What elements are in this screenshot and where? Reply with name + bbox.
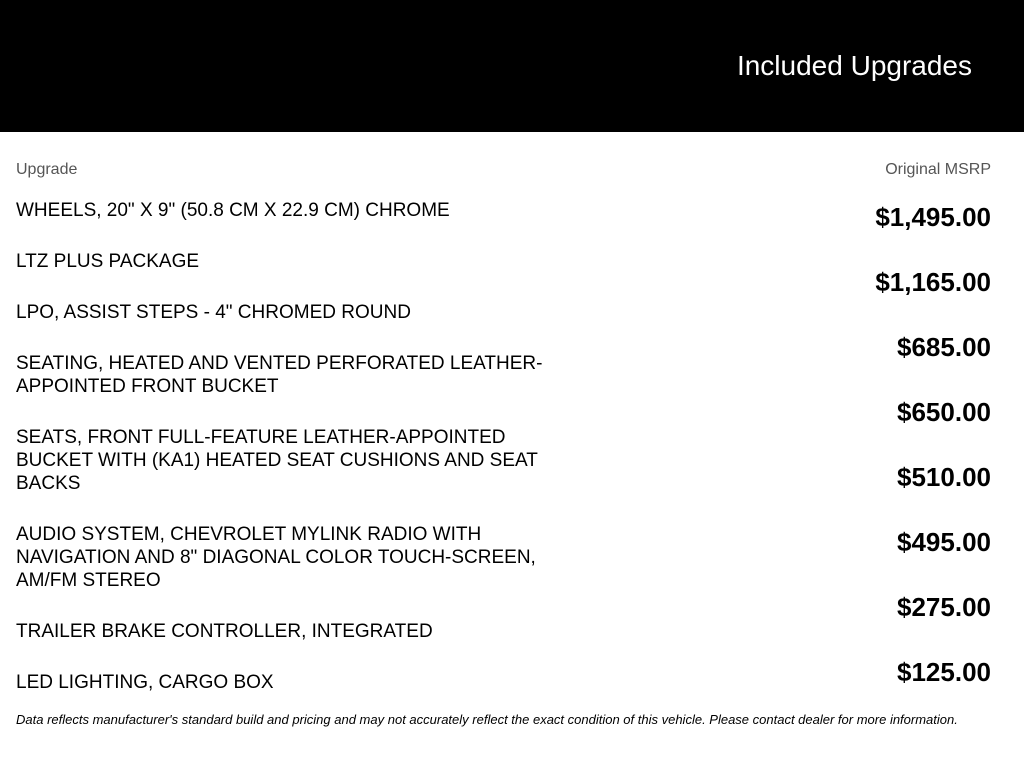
msrp-price: $495.00 [897,527,991,557]
msrp-price: $510.00 [897,462,991,492]
upgrade-item: LED LIGHTING, CARGO BOX [16,672,274,693]
upgrade-item: LPO, ASSIST STEPS - 4" CHROMED ROUND [16,302,411,323]
upgrade-item: SEATING, HEATED AND VENTED PERFORATED LEATHER-APPOINTED FRONT BUCKET [16,353,543,397]
msrp-price: $125.00 [897,657,991,687]
upgrade-item: AUDIO SYSTEM, CHEVROLET MYLINK RADIO WITH NAVIGATION AND 8" DIAGONAL COLOR TOUCH-SCREEN, AM/FM STEREO [16,524,536,591]
upgrade-item: SEATS, FRONT FULL-FEATURE LEATHER-APPOINTED BUCKET WITH (KA1) HEATED SEAT CUSHIONS AND SEAT BACKS [16,427,538,494]
page-header [0,0,1024,132]
page-title: Included Upgrades [736,50,972,81]
msrp-price: $1,495.00 [875,202,991,232]
upgrade-item: WHEELS, 20" X 9" (50.8 CM X 22.9 CM) CHROME [16,200,450,221]
msrp-price: $1,165.00 [875,267,991,297]
upgrade-list [16,199,576,722]
upgrade-column-header: Upgrade [16,161,78,178]
msrp-price: $650.00 [897,397,991,427]
msrp-price: $275.00 [897,592,991,622]
msrp-column-header: Original MSRP [885,161,991,178]
msrp-price: $685.00 [897,332,991,362]
disclaimer-text: Data reflects manufacturer's standard build and pricing and may not accurately reflect the exact condition of this vehicle. Please contact dealer for more information. [16,712,958,727]
upgrade-item: LTZ PLUS PACKAGE [16,251,200,272]
upgrade-item: TRAILER BRAKE CONTROLLER, INTEGRATED [16,621,433,642]
price-list [691,200,991,720]
